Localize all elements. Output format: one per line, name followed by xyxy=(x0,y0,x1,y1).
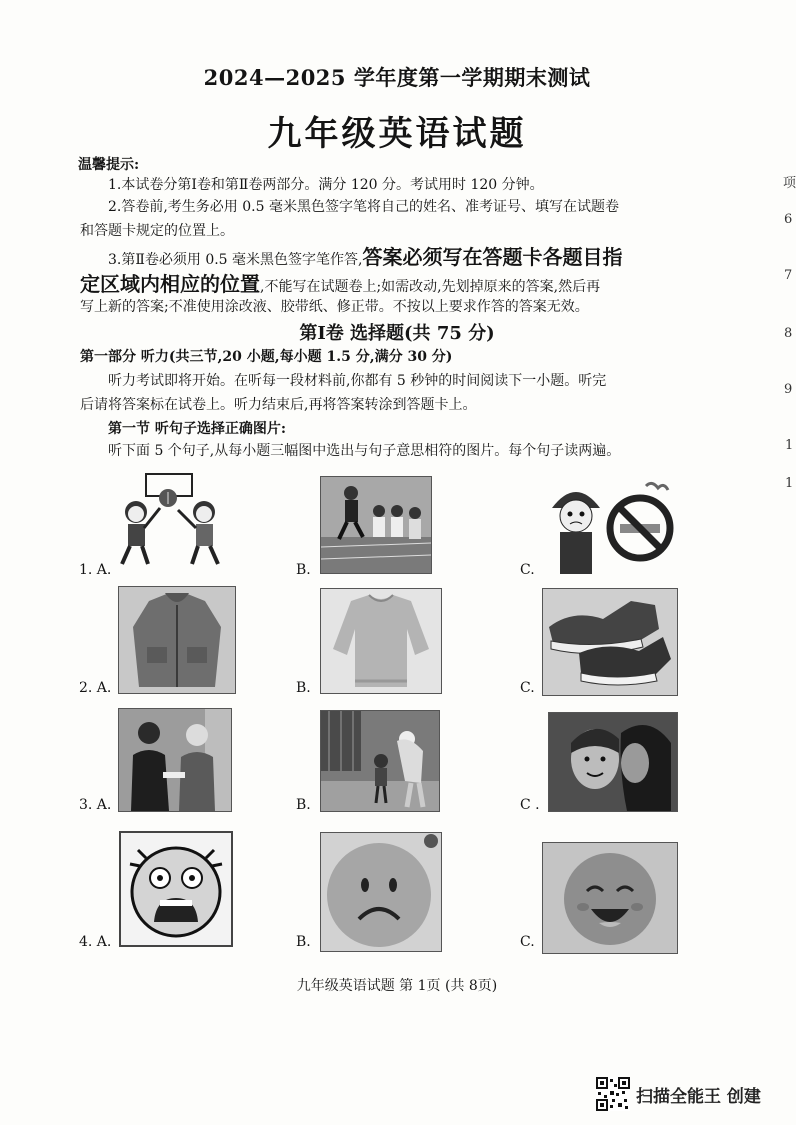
q3-c-label: C . xyxy=(520,797,540,813)
exam-title: 2024—2025 学年度第一学期期末测试 xyxy=(203,65,591,90)
q1-a-basketball-picture[interactable] xyxy=(108,470,234,570)
sub1-heading: 第一节 听句子选择正确图片: xyxy=(108,421,287,437)
q1-b-running-picture[interactable] xyxy=(320,476,432,574)
q3-c-kiss-picture[interactable] xyxy=(548,712,678,812)
margin-number: 9 xyxy=(784,382,793,397)
tip-item-3-text-b: ,不能写在试题卷上;如需改动,先划掉原来的答案,然后再 xyxy=(260,279,601,295)
q2-label: 2. A. xyxy=(79,680,112,696)
listening-intro-line2: 后请将答案标在试卷上。听力结束后,再将答案转涂到答题卡上。 xyxy=(80,397,477,413)
q1-c-no-smoking-picture[interactable] xyxy=(548,478,678,576)
subject-title: 九年级英语试题 xyxy=(267,114,527,154)
q3-b-label: B. xyxy=(296,797,311,813)
margin-number: 8 xyxy=(784,326,793,341)
q4-b-sad-face-picture[interactable] xyxy=(320,832,442,952)
q2-c-sneakers-picture[interactable] xyxy=(542,588,678,696)
q2-c-label: C. xyxy=(520,680,535,696)
q3-label: 3. A. xyxy=(79,797,112,813)
q2-b-label: B. xyxy=(296,680,311,696)
tip-item-3-emphasis-1: 答案必须写在答题卡各题目指 xyxy=(362,245,623,269)
margin-number: 1 xyxy=(785,438,794,453)
tip-item-3-line1 xyxy=(80,244,690,273)
listening-intro-line1: 听力考试即将开始。在听每一段材料前,你都有 5 秒钟的时间阅读下一小题。听完 xyxy=(108,373,607,389)
scanner-watermark-text: 扫描全能王 创建 xyxy=(636,1087,761,1107)
tip-item-3-line3: 写上新的答案;不准使用涂改液、胶带纸、修正带。不按以上要求作答的答案无效。 xyxy=(80,299,589,315)
margin-number: 1 xyxy=(785,476,794,491)
q1-label: 1. A. xyxy=(79,562,112,578)
q4-label: 4. A. xyxy=(79,934,112,950)
q4-b-label: B. xyxy=(296,934,311,950)
part1-heading: 第一部分 听力(共三节,20 小题,每小题 1.5 分,满分 30 分) xyxy=(80,349,453,365)
tips-heading: 温馨提示: xyxy=(78,157,140,173)
margin-number: 7 xyxy=(784,268,793,283)
qr-code-icon xyxy=(596,1077,630,1111)
q4-a-scared-face-picture[interactable] xyxy=(118,830,234,948)
tip-item-2-line2: 和答题卡规定的位置上。 xyxy=(80,223,234,239)
q1-b-label: B. xyxy=(296,562,311,578)
margin-number: 6 xyxy=(784,212,793,227)
tip-item-1: 1.本试卷分第Ⅰ卷和第Ⅱ卷两部分。满分 120 分。考试用时 120 分钟。 xyxy=(108,177,544,193)
q4-c-label: C. xyxy=(520,934,535,950)
q3-b-bowing-picture[interactable] xyxy=(320,710,440,812)
q2-b-sweater-picture[interactable] xyxy=(320,588,442,694)
margin-number: 项 xyxy=(783,176,796,191)
q2-a-coat-picture[interactable] xyxy=(118,586,236,694)
sub1-instruction: 听下面 5 个句子,从每小题三幅图中选出与句子意思相符的图片。每个句子读两遍。 xyxy=(108,443,621,459)
tip-item-2-line1: 2.答卷前,考生务必用 0.5 毫米黑色签字笔将自己的姓名、准考证号、填写在试题卷 xyxy=(108,199,619,215)
q3-a-handshake-picture[interactable] xyxy=(118,708,232,812)
q4-c-happy-face-picture[interactable] xyxy=(542,842,678,954)
section-title: 第Ⅰ卷 选择题(共 75 分) xyxy=(299,323,495,344)
q1-c-label: C. xyxy=(520,562,535,578)
page-footer: 九年级英语试题 第 1页 (共 8页) xyxy=(296,978,498,994)
tip-item-3-emphasis-2: 定区域内相应的位置 xyxy=(80,272,260,296)
tip-item-3-text-a: 3.第Ⅱ卷必须用 0.5 毫米黑色签字笔作答, xyxy=(108,252,363,268)
